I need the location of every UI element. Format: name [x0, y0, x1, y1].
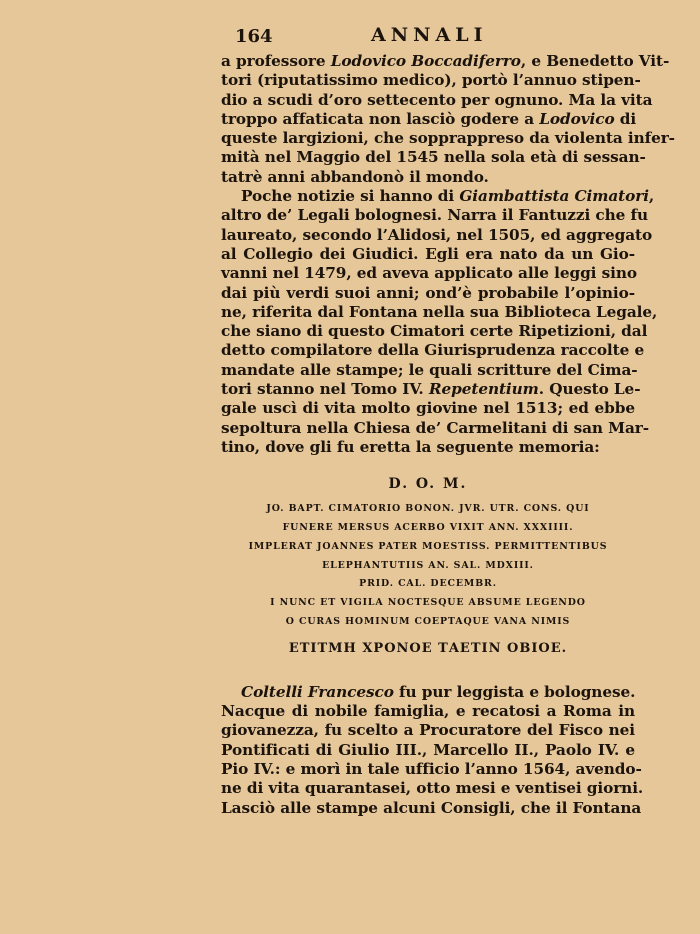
text-run: tatrè anni abbandonò il mondo. [221, 167, 489, 186]
text-run: fu pur leggista e bolognese. [393, 682, 636, 701]
text-run: Pontificati di Giulio III., Marcello II., Paolo IV. e [221, 740, 635, 759]
text-line [221, 148, 646, 167]
text-run: dai più verdi suoi anni; ond’è probabile l’opinio- [221, 283, 635, 302]
text-run: di [614, 109, 637, 128]
text-run: tori (riputatissimo medico), portò l’annuo stipen- [221, 71, 641, 90]
italic-name: Coltelli Francesco [241, 682, 394, 701]
text-line [221, 187, 655, 206]
text-run: mità nel Maggio del 1545 nella sola età di sessan- [221, 148, 646, 167]
text-run: tori stanno nel Tomo IV. [221, 380, 429, 399]
text-run: queste largizioni, che sopprappreso da violenta infer- [221, 129, 675, 148]
text-run: laureato, secondo l’Alidosi, nel 1505, ed aggregato [221, 225, 653, 244]
text-line [221, 90, 653, 110]
text-run: . Questo Le- [538, 380, 641, 399]
text-line [221, 71, 641, 90]
page-number: 164 [235, 26, 273, 47]
text-line [221, 264, 635, 283]
text-line [221, 380, 641, 399]
text-line [221, 702, 635, 721]
inscription-line: PRID. CAL. DECEMBR. [359, 578, 497, 590]
italic-name: Lodovico [539, 109, 615, 128]
text-run: vanni nel 1479, ed aveva applicato alle leggi sino [221, 264, 637, 283]
text-run: a professore [221, 52, 331, 70]
text-line [221, 360, 638, 380]
text-run: Poche notizie si hanno di [241, 187, 460, 206]
memorial-inscription [221, 476, 635, 656]
text-line [221, 284, 635, 303]
text-line [221, 760, 642, 779]
text-line [221, 798, 642, 818]
text-line [221, 129, 675, 148]
text-line [221, 399, 635, 418]
text-run: Pio IV.: e morì in tale ufficio l’anno 1564, avendo- [221, 760, 642, 778]
page-header [221, 22, 635, 52]
paragraph-boccadiferro [221, 52, 675, 187]
text-line [221, 341, 645, 360]
text-line [221, 245, 635, 264]
inscription-line: ELEPHANTUTIIS AN. SAL. MDXIII. [322, 559, 534, 571]
text-line [221, 438, 635, 457]
text-line [221, 206, 648, 225]
text-run: che siano di questo Cimatori certe Ripetizioni, dal [221, 322, 648, 341]
text-line [221, 322, 648, 341]
paragraph-coltelli [221, 682, 644, 818]
text-run: dio a scudi d’oro settecento per ognuno. Ma la vita [221, 90, 653, 109]
text-line [221, 741, 635, 760]
inscription-line: IMPLERAT JOANNES PATER MOESTISS. PERMITTENTIBUS [248, 540, 608, 552]
running-head: ANNALI [371, 24, 488, 46]
book-page [221, 22, 675, 818]
text-line [221, 110, 635, 129]
paragraph-cimatori [221, 187, 658, 457]
text-line [221, 779, 644, 798]
text-run: troppo affaticata non lasciò godere a [221, 109, 540, 128]
text-run: gale uscì di vita molto giovine nel 1513; ed ebbe [221, 399, 635, 418]
text-run: ne di vita quarantasei, otto mesi e ventisei giorni. [221, 779, 644, 798]
text-run: mandate alle stampe; le quali scritture del Cima- [221, 360, 638, 379]
text-run: detto compilatore della Giurisprudenza raccolte e [221, 341, 645, 360]
inscription-lines [221, 500, 635, 632]
italic-name: Lodovico Boccadiferro [330, 52, 521, 70]
text-line [221, 302, 658, 322]
inscription-greek-line: ΕΤΙΤΜΗ ΧΡΟΝΟΕ ΤΑΕΤΙΝ ΟΒΙΟΕ. [288, 640, 568, 656]
text-run: Nacque di nobile famiglia, e recatosi a Roma in [221, 702, 635, 721]
inscription-line: O CURAS HOMINUM COEPTAQUE VANA NIMIS [285, 616, 571, 628]
italic-name: Repetentium [428, 380, 539, 399]
text-run: sepoltura nella Chiesa de’ Carmelitani di san Mar- [221, 418, 649, 437]
text-line [221, 418, 649, 438]
text-run: giovanezza, fu scelto a Procuratore del Fisco nei [221, 721, 635, 740]
text-line [221, 225, 653, 245]
text-line [221, 52, 670, 71]
text-run: Lasciò alle stampe alcuni Consigli, che il Fontana [221, 798, 642, 817]
inscription-line: I NUNC ET VIGILA NOCTESQUE ABSUME LEGENDO [270, 597, 586, 609]
text-line [221, 683, 635, 702]
text-line [221, 168, 635, 187]
text-run: ne, riferita dal Fontana nella sua Biblioteca Legale, [221, 302, 658, 321]
text-line [221, 721, 635, 740]
inscription-line: JO. BAPT. CIMATORIO BONON. JVR. UTR. CONS. QUI [266, 503, 590, 515]
text-run: , [648, 187, 655, 206]
text-run: al Collegio dei Giudici. Egli era nato da un Gio- [221, 244, 635, 263]
text-run: altro de’ Legali bolognesi. Narra il Fantuzzi che fu [221, 206, 648, 225]
text-run: tino, dove gli fu eretta la seguente memoria: [221, 437, 600, 456]
italic-name: Giambattista Cimatori [459, 187, 649, 206]
text-run: , e Benedetto Vit- [520, 52, 670, 70]
inscription-line: FUNERE MERSUS ACERBO VIXIT ANN. XXXIIII. [282, 522, 574, 534]
inscription-title: D. O. M. [388, 476, 468, 493]
